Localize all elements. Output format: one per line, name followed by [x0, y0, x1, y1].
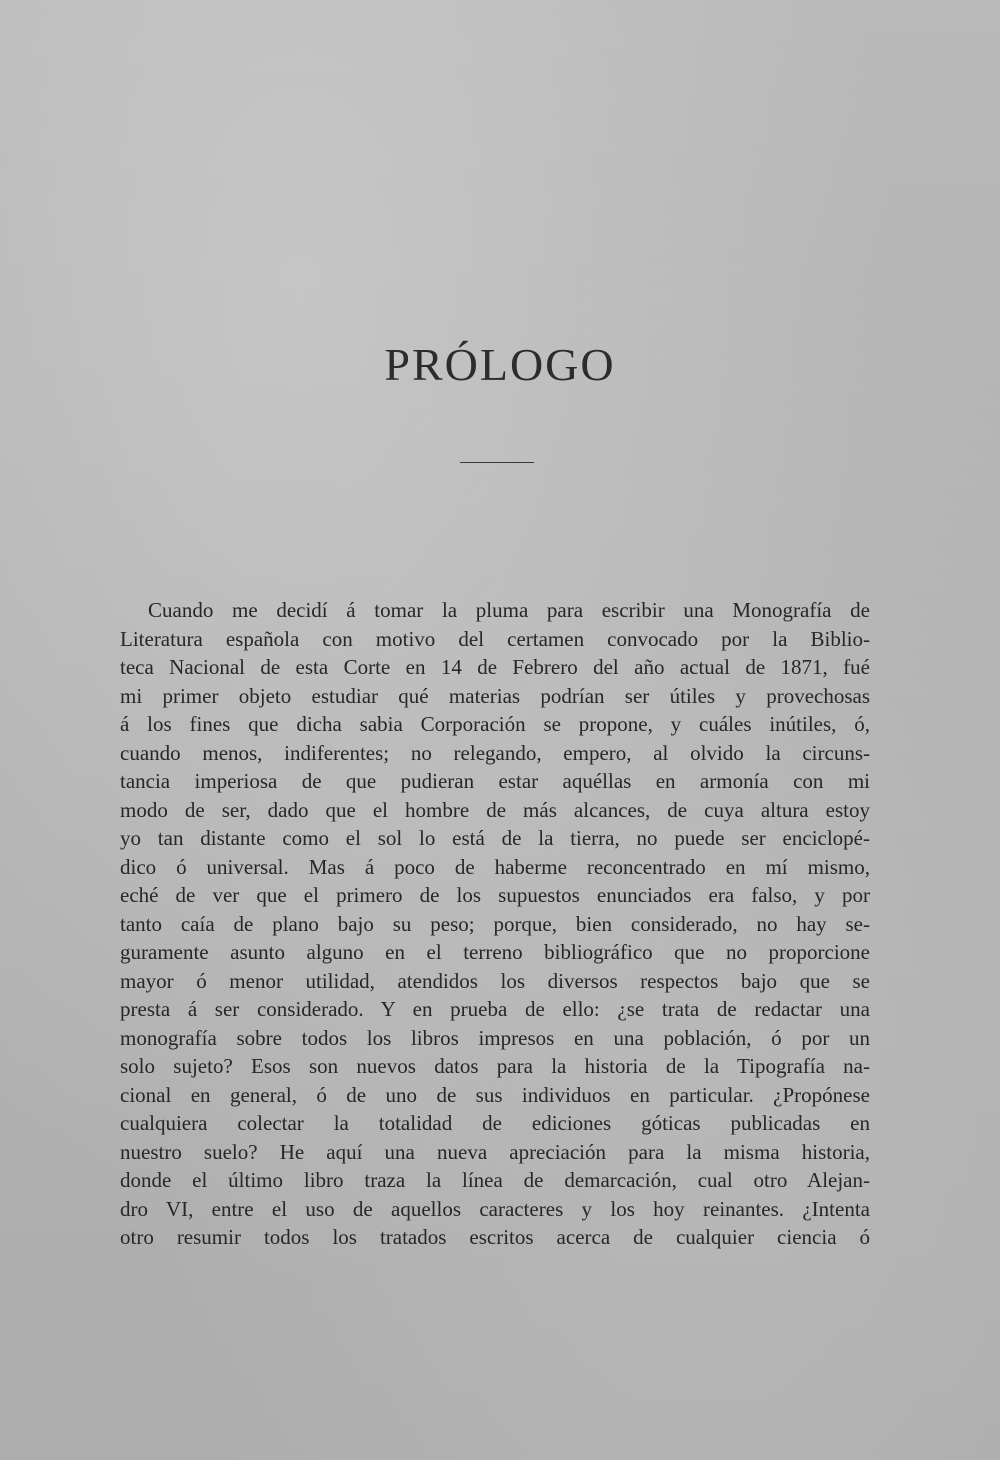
title-divider: [460, 462, 534, 463]
text-line: eché de ver que el primero de los supuestos enunciados era falso, y por: [120, 883, 870, 907]
page-title: PRÓLOGO: [384, 339, 616, 390]
text-line: solo sujeto? Esos son nuevos datos para la historia de la Tipografía na-: [120, 1054, 870, 1078]
body-paragraph: [120, 596, 870, 1252]
text-line: presta á ser considerado. Y en prueba de ello: ¿se trata de redactar una: [120, 997, 870, 1021]
text-line: cuando menos, indiferentes; no relegando, empero, al olvido la circuns-: [120, 740, 870, 765]
text-line: donde el último libro traza la línea de demarcación, cual otro Alejan-: [120, 1168, 870, 1192]
text-line: dico ó universal. Mas á poco de haberme reconcentrado en mí mismo,: [120, 854, 870, 879]
text-line: mayor ó menor utilidad, atendidos los diversos respectos bajo que se: [120, 968, 870, 993]
text-line: Cuando me decidí á tomar la pluma para escribir una Monografía de: [148, 598, 870, 622]
text-line: otro resumir todos los tratados escritos acerca de cualquier ciencia ó: [120, 1225, 870, 1249]
text-line: guramente asunto alguno en el terreno bibliográfico que no proporcione: [120, 940, 870, 964]
text-line: monografía sobre todos los libros impresos en una población, ó por un: [120, 1025, 870, 1050]
text-line: dro VI, entre el uso de aquellos caracteres y los hoy reinantes. ¿Intenta: [120, 1196, 870, 1221]
text-line: mi primer objeto estudiar qué materias podrían ser útiles y provechosas: [120, 683, 870, 708]
text-line: á los fines que dicha sabia Corporación se propone, y cuáles inútiles, ó,: [120, 712, 870, 736]
text-line: nuestro suelo? He aquí una nueva apreciación para la misma historia,: [120, 1139, 870, 1164]
text-line: cional en general, ó de uno de sus individuos en particular. ¿Propónese: [120, 1082, 870, 1107]
text-line: teca Nacional de esta Corte en 14 de Febrero del año actual de 1871, fué: [120, 655, 870, 679]
text-line: tancia imperiosa de que pudieran estar aquéllas en armonía con mi: [120, 769, 870, 793]
text-line: Literatura española con motivo del certamen convocado por la Biblio-: [120, 626, 870, 651]
text-line: cualquiera colectar la totalidad de ediciones góticas publicadas en: [120, 1111, 870, 1135]
text-line: yo tan distante como el sol lo está de la tierra, no puede ser enciclopé-: [120, 826, 870, 850]
text-line: modo de ser, dado que el hombre de más alcances, de cuya altura estoy: [120, 797, 870, 822]
text-line: tanto caía de plano bajo su peso; porque, bien considerado, no hay se-: [120, 911, 870, 936]
